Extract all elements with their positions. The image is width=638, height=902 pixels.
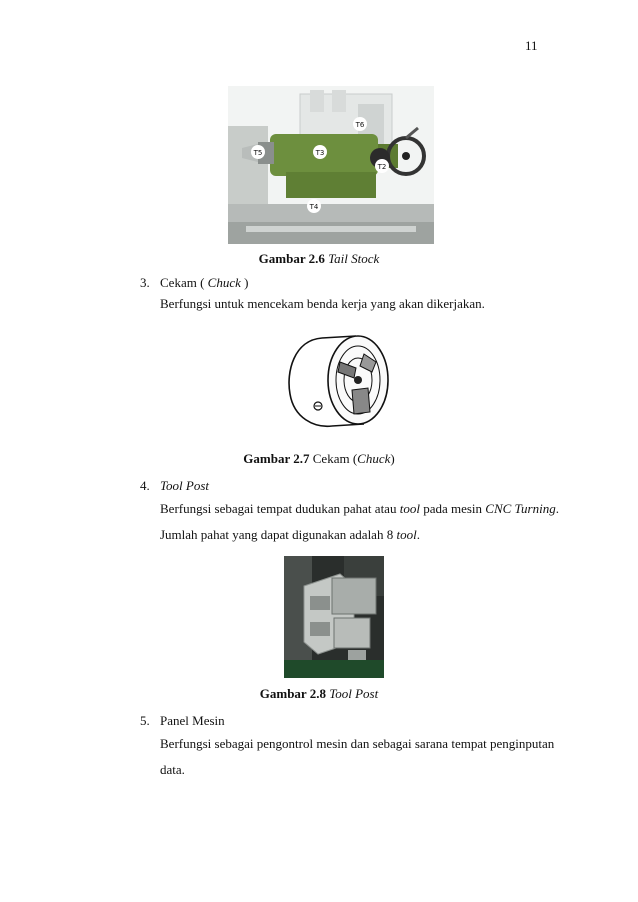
paragraph-line <box>160 496 559 522</box>
paragraph-text: . <box>416 527 420 542</box>
callout-t6: T6 <box>355 121 365 129</box>
heading-text: ) <box>240 275 249 290</box>
paragraph-text: Berfungsi untuk mencekam benda kerja yang akan dikerjakan. <box>160 296 485 311</box>
caption-title: Tool Post <box>329 686 379 701</box>
paragraph-text: Berfungsi sebagai tempat dudukan pahat atau <box>160 501 400 516</box>
paragraph-text: pada mesin <box>419 501 486 516</box>
heading-italic: Tool Post <box>160 478 210 493</box>
paragraph-italic: tool <box>396 527 417 542</box>
paragraph-line <box>160 522 559 548</box>
callout-t2: T2 <box>377 163 387 171</box>
list-item-5-heading <box>140 713 225 729</box>
paragraph-italic: CNC Turning <box>485 501 556 516</box>
list-number: 5. <box>140 713 150 728</box>
list-item-3-paragraph <box>160 291 485 317</box>
figure-caption-2-8 <box>0 686 638 702</box>
paragraph-italic: tool <box>399 501 420 516</box>
figure-caption-2-6 <box>0 251 638 267</box>
chuck-drawing <box>284 332 390 432</box>
figure-caption-2-7 <box>0 451 638 467</box>
caption-title-end: ) <box>390 451 395 466</box>
caption-title: Cekam ( <box>312 451 358 466</box>
paragraph-line: Berfungsi sebagai pengontrol mesin dan sebagai sarana tempat penginputan <box>160 736 555 751</box>
paragraph-text: Jumlah pahat yang dapat digunakan adalah 8 <box>160 527 397 542</box>
heading-italic: Chuck <box>207 275 241 290</box>
heading-text: Panel Mesin <box>160 713 225 728</box>
list-item-3-heading <box>140 275 248 291</box>
caption-label: Gambar 2.7 <box>243 451 310 466</box>
page-number: 11 <box>525 38 538 53</box>
callout-t5: T5 <box>253 149 263 157</box>
callout-t3: T3 <box>315 149 325 157</box>
tool-post-photo <box>284 556 384 678</box>
list-item-4-heading <box>140 478 209 494</box>
list-number: 4. <box>140 478 150 493</box>
list-number: 3. <box>140 275 150 290</box>
paragraph-text: . <box>555 501 559 516</box>
callout-t4: T4 <box>309 203 319 211</box>
tail-stock-photo <box>228 86 434 244</box>
paragraph-line: data. <box>160 762 185 777</box>
list-item-4-paragraph <box>160 496 559 548</box>
caption-title: Tail Stock <box>328 251 380 266</box>
list-item-5-paragraph <box>160 731 554 783</box>
caption-label: Gambar 2.6 <box>258 251 325 266</box>
heading-text: Cekam ( <box>160 275 208 290</box>
caption-label: Gambar 2.8 <box>259 686 326 701</box>
caption-title-italic: Chuck <box>357 451 391 466</box>
